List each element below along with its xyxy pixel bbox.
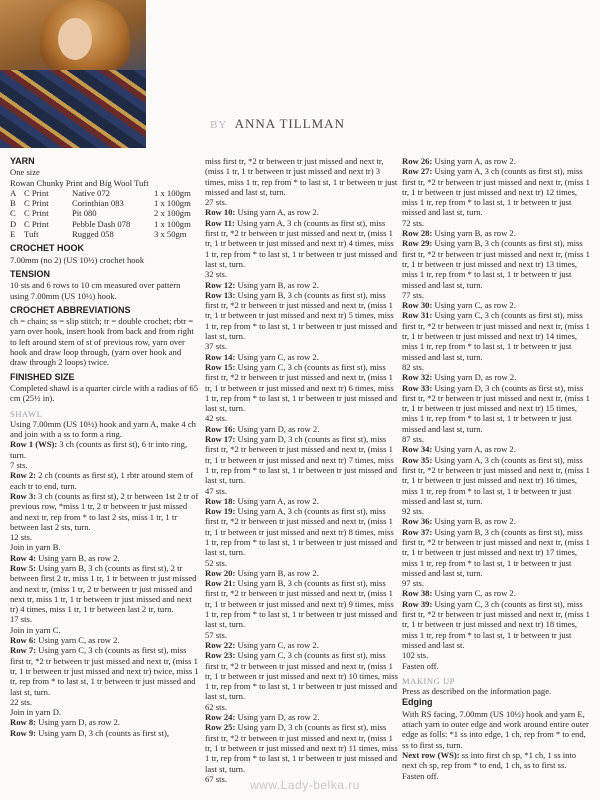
shawl-intro: Using 7.00mm (US 10½) hook and yarn A, make 4 ch and join with a ss to form a ring. — [10, 418, 196, 440]
pattern-row — [402, 516, 592, 526]
pattern-row — [205, 506, 398, 557]
yarn-qty: 1 x 100gm — [154, 187, 191, 198]
stitch-count: 17 sts. — [10, 614, 32, 625]
row-text: Using yarn C, 3 ch (counts as first st), miss first tr, *2 tr between tr just missed and next tr, (miss 1 tr, 1 tr between tr just missed and next tr) twice, miss 1 tr, rep from * to last st, 1 tr between tr just missed and last st, turn. — [10, 645, 199, 697]
row-text: Using yarn B, 3 ch (counts as first st), miss first tr, *2 tr between tr just missed and next tr, (miss 1 tr, 1 tr between tr just missed and next tr) 17 times, miss 1 tr, rep from * to last st, 1 tr between tr just missed and last st, turn. — [402, 526, 590, 578]
pattern-row — [10, 470, 200, 491]
pattern-row — [10, 707, 200, 717]
pattern-row — [10, 645, 200, 696]
yarn-heading: YARN — [10, 156, 35, 166]
row-text: Using yarn C, as row 2. — [235, 351, 319, 362]
row-text: Using yarn A, 3 ch (counts as first st), miss first tr, *2 tr between tr just missed and next tr, (miss 1 tr, 1 tr between tr just missed and next tr) 4 times, miss 1 tr, rep from * to last st, 1 tr between tr just missed and last st, turn. — [205, 217, 398, 269]
pattern-row — [402, 444, 592, 454]
col1-rows — [10, 439, 200, 738]
row-label: Row 15: — [205, 361, 236, 372]
row-text: Using yarn A, as row 2. — [235, 207, 319, 218]
pattern-row — [205, 722, 398, 773]
yarn-qty: 1 x 100gm — [154, 198, 191, 209]
column-3 — [402, 156, 592, 781]
row-label: Row 13: — [205, 289, 236, 300]
hook-text: 7.00mm (no 2) (US 10½) crochet hook — [10, 254, 145, 265]
row-text: Using yarn B, as row 2. — [36, 552, 120, 563]
pattern-row — [10, 491, 200, 532]
yarn-table — [10, 188, 200, 239]
yarn-type: C Print — [24, 218, 49, 229]
abbrev-heading: CROCHET ABBREVIATIONS — [10, 304, 131, 315]
pattern-row — [205, 578, 398, 629]
yarn-size: One size — [10, 167, 40, 178]
stitch-count: 82 sts. — [402, 361, 424, 372]
row-text: Using yarn D, 3 ch (counts as first st), miss first tr, *2 tr between tr just missed and next tr, (miss 1 tr, 1 tr between tr just missed and next tr) 7 times, miss 1 tr, rep from * to last st, 1 tr between tr just missed and last st, turn. — [205, 434, 398, 486]
pattern-row — [402, 383, 592, 434]
row-label: Row 12: — [205, 279, 236, 290]
stitch-count: 52 sts. — [205, 557, 227, 568]
abbrev-text: ch = chain; ss = slip stitch; tr = double crochet; rbtr = yarn over hook, insert hook from back and from right to left around stem of st of previous row, yarn over hook and draw loop through, (yarn over hook and draw through 2 loops) twice. — [10, 316, 194, 368]
pattern-row — [402, 527, 592, 578]
makingup-heading: MAKING UP — [402, 675, 455, 686]
row-label: Row 4: — [10, 552, 37, 563]
pattern-row — [10, 635, 200, 645]
pattern-row — [402, 238, 592, 289]
row-text: Using yarn D, 3 ch (counts as first st), — [36, 727, 169, 738]
pattern-row — [402, 228, 592, 238]
yarn-brand: Rowan Chunky Print and Big Wool Tuft — [10, 177, 149, 188]
row-label: Row 30: — [402, 300, 433, 311]
row-label: Row 34: — [402, 444, 433, 455]
row-text: 3 ch (counts as first st), 2 tr between 1st 2 tr of previous row, *miss 1 tr, 2 tr between tr just missed and next tr, rep from * to last 2 sts, miss 1 tr, 1 tr between last 2 sts, turn. — [10, 490, 199, 532]
next-row — [402, 750, 592, 771]
stitch-count: 67 sts. — [205, 773, 227, 784]
pattern-row — [205, 568, 398, 578]
yarn-type: Tuft — [24, 229, 39, 240]
row-text: Using yarn C, 3 ch (counts as first st), miss first tr, *2 tr between tr just missed and next tr, (miss 1 tr, 1 tr between tr just missed and next tr) 18 times, miss 1 tr, rep from * to last st, 1 tr between tr just missed and last st. — [402, 598, 590, 650]
row-label: Row 7: — [10, 645, 37, 656]
row-text: Using yarn B, 3 ch (counts as first st), miss first tr, *2 tr between tr just missed and next tr, (miss 1 tr, 1 tr between tr just missed and next tr) 13 times, miss 1 tr, rep from * to last st, 1 tr between tr just missed and last st, turn. — [402, 238, 590, 290]
row-label: Row 22: — [205, 639, 236, 650]
row-label: Row 11: — [205, 217, 235, 228]
pattern-row — [205, 640, 398, 650]
edging-text: With RS facing, 7.00mm (US 10½) hook and yarn E, attach yarn to outer edge and work around entire outer edge as folls: *1 ss into edge, 1 ch, rep from * to end, ss to first ss, turn. — [402, 708, 589, 750]
row-label: Row 16: — [205, 423, 236, 434]
row-text: Using yarn B, as row 2. — [235, 279, 319, 290]
row-label: Row 20: — [205, 567, 236, 578]
yarn-qty: 3 x 50gm — [154, 229, 187, 240]
model-photo — [0, 0, 146, 148]
row-text: Using yarn C, 3 ch (counts as first st), miss first tr, *2 tr between tr just missed and next tr, (miss 1 tr, 1 tr between tr just missed and next tr) 6 times, miss 1 tr, rep from * to last st, 1 tr between tr just missed and last st, turn. — [205, 361, 398, 414]
next-row-label: Next row (WS): — [402, 749, 460, 760]
row-label: Row 9: — [10, 727, 37, 738]
row-text: Using yarn C, as row 2. — [36, 635, 120, 646]
row-label: Row 25: — [205, 722, 236, 733]
finished-text: Completed shawl is a quarter circle with a radius of 65 cm (25½ in). — [10, 382, 199, 404]
row-label: Row 38: — [402, 588, 433, 599]
stitch-count: 57 sts. — [205, 629, 227, 640]
designer-byline — [210, 116, 345, 132]
column-2 — [205, 156, 398, 784]
pattern-row — [205, 712, 398, 722]
row-text: Using yarn C, as row 2. — [432, 300, 516, 311]
yarn-shade: Rugged 058 — [72, 229, 114, 240]
pattern-row — [205, 424, 398, 434]
shawl-heading: SHAWL — [10, 408, 43, 419]
pattern-row — [205, 156, 398, 197]
row-text: Using yarn A, as row 2. — [432, 444, 516, 455]
pattern-row — [205, 280, 398, 290]
row-label: Row 14: — [205, 351, 236, 362]
row-label: Row 1 (WS): — [10, 439, 58, 450]
row-text: Using yarn B, 3 ch (counts as first st), 2 tr between first 2 tr, miss 1 tr, 1 tr between tr just missed and next tr, (miss 1 tr, 2 tr between tr just missed and next tr, miss 1 tr, 1 tr between tr just missed and next tr) 4 times, miss 1 tr, 1 tr between last 2 tr, turn. — [10, 562, 197, 615]
row-label: Row 39: — [402, 598, 433, 609]
hook-heading: CROCHET HOOK — [10, 243, 84, 254]
pattern-row — [10, 625, 200, 635]
row-text: Using yarn C, 3 ch (counts as first st), miss first tr, *2 tr between tr just missed and next tr, (miss 1 tr, 1 tr between tr just missed and next tr) 14 times, miss 1 tr, rep from * to last st, 1 tr between tr just missed and last st, turn. — [402, 310, 590, 362]
yarn-shade: Pit 080 — [72, 208, 97, 219]
pattern-row — [10, 542, 200, 552]
yarn-type: C Print — [24, 198, 49, 209]
pattern-row — [205, 352, 398, 362]
row-label: Row 18: — [205, 495, 236, 506]
row-text: 3 ch (counts as first st), 6 tr into ring, turn. — [10, 439, 188, 460]
row-label: Row 10: — [205, 207, 236, 218]
stitch-count: 87 sts. — [402, 434, 424, 445]
row-text: Using yarn D, as row 2. — [432, 372, 517, 383]
row-text: miss first tr, *2 tr between tr just missed and next tr, (miss 1 tr, 1 tr between tr just missed and next tr) 3 times, miss 1 tr, rep from * to last st, 1 tr between tr just missed and last st, turn. — [205, 156, 398, 197]
makingup-end: Fasten off. — [402, 770, 439, 781]
yarn-k: E — [10, 229, 16, 240]
row-label: Row 35: — [402, 454, 433, 465]
row-text: Using yarn B, as row 2. — [432, 516, 516, 527]
row-text: Using yarn B, as row 2. — [432, 228, 516, 239]
row-label: Row 24: — [205, 712, 236, 723]
row-text: Using yarn A, 3 ch (counts as first st), miss first tr, *2 tr between tr just missed and next tr, (miss 1 tr, 1 tr between tr just missed and next tr) 12 times, miss 1 tr, rep from * to last st, 1 tr between tr just missed and last st, turn. — [402, 166, 590, 218]
pattern-row — [10, 728, 200, 738]
row-label: Row 37: — [402, 526, 433, 537]
yarn-type: C Print — [24, 187, 49, 198]
yarn-row — [10, 229, 200, 239]
row-text: Using yarn C, as row 2. — [432, 588, 516, 599]
row-text: Using yarn A, as row 2. — [235, 495, 319, 506]
yarn-type: C Print — [24, 208, 49, 219]
row-text: Using yarn A, as row 2. — [432, 156, 516, 166]
yarn-k: A — [10, 187, 17, 198]
pattern-row — [402, 588, 592, 598]
row-label: Row 3: — [10, 490, 37, 501]
yarn-k: B — [10, 198, 16, 209]
stitch-count: 102 sts. — [402, 650, 429, 661]
yarn-shade: Corinthian 083 — [72, 198, 124, 209]
stitch-count: 32 sts. — [205, 269, 227, 280]
pattern-row — [402, 300, 592, 310]
stitch-count: 12 sts. — [10, 532, 32, 543]
finished-heading: FINISHED SIZE — [10, 371, 75, 382]
pattern-row — [205, 207, 398, 217]
pattern-row — [205, 218, 398, 269]
row-text: Using yarn B, 3 ch (counts as first st), miss first tr, *2 tr between tr just missed and next tr, (miss 1 tr, 1 tr between tr just missed and next tr) 5 times, miss 1 tr, rep from * to last st, 1 tr between tr just missed and last st, turn. — [205, 289, 398, 342]
row-label: Row 21: — [205, 578, 236, 589]
stitch-count: 27 sts. — [205, 197, 227, 208]
yarn-qty: 2 x 100gm — [154, 208, 191, 219]
pattern-row — [402, 455, 592, 506]
next-row-text: ss into first ch sp, *1 ch, 1 ss into next ch sp, rep from * to end, 1 ch, ss to first ss. — [402, 749, 577, 771]
pattern-row — [205, 496, 398, 506]
row-text: Using yarn D, as row 2. — [235, 712, 320, 723]
designer-name: ANNA TILLMAN — [234, 116, 345, 131]
yarn-k: C — [10, 208, 16, 219]
stitch-count: 37 sts. — [205, 341, 227, 352]
row-text: Using yarn A, 3 ch (counts as first st), miss first tr, *2 tr between tr just missed and next tr, (miss 1 tr, 1 tr between tr just missed and next tr) 8 times, miss 1 tr, rep from * to last st, 1 tr between tr just missed and last st, turn. — [205, 506, 398, 558]
row-text: Using yarn D, as row 2. — [235, 423, 320, 434]
row-label: Row 36: — [402, 516, 433, 527]
yarn-shade: Pebble Dash 078 — [72, 218, 131, 229]
yarn-k: D — [10, 218, 17, 229]
row-label: Row 31: — [402, 310, 433, 321]
stitch-count: 97 sts. — [402, 578, 424, 589]
row-text: Join in yarn C. — [10, 624, 61, 635]
col3-rows — [402, 156, 592, 671]
row-label: Row 27: — [402, 166, 433, 177]
yarn-shade: Native 072 — [72, 187, 110, 198]
row-text: Join in yarn B. — [10, 542, 61, 553]
edging-heading: Edging — [402, 697, 433, 708]
row-text: Join in yarn D. — [10, 707, 62, 718]
tension-text: 10 sts and 6 rows to 10 cm measured over pattern using 7.00mm (US 10½) hook. — [10, 280, 181, 301]
stitch-count: 42 sts. — [205, 413, 227, 424]
tension-heading: TENSION — [10, 268, 51, 279]
yarn-row — [10, 208, 200, 218]
watermark: www.Lady-belka.ru — [250, 778, 360, 792]
byline-prefix: BY — [210, 119, 227, 131]
pattern-row — [402, 156, 592, 166]
pattern-row — [205, 362, 398, 413]
stitch-count: 47 sts. — [205, 485, 227, 496]
pattern-row — [205, 650, 398, 701]
row-text: Using yarn B, 3 ch (counts as first st), miss first tr, *2 tr between tr just missed and next tr, (miss 1 tr, 1 tr between tr just missed and next tr) 9 times, miss 1 tr, rep from * to last st, 1 tr between tr just missed and last st, turn. — [205, 578, 398, 630]
stitch-count: 92 sts. — [402, 506, 424, 517]
row-label: Row 6: — [10, 635, 37, 646]
row-label: Row 32: — [402, 372, 433, 383]
row-text: Fasten off. — [402, 660, 439, 671]
row-label: Row 2: — [10, 470, 37, 481]
col2-rows — [205, 156, 398, 784]
shawl-pattern — [0, 70, 146, 148]
row-label: Row 8: — [10, 717, 37, 728]
row-text: Using yarn C, 3 ch (counts as first st), miss first tr, *2 tr between tr just missed and next tr, (miss 1 tr, 1 tr between tr just missed and next tr) 10 times, miss 1 tr, rep from * to last st, 1 tr between tr just missed and last st, turn. — [205, 650, 398, 702]
pattern-row — [402, 166, 592, 217]
row-text: Using yarn D, as row 2. — [36, 717, 121, 728]
stitch-count: 62 sts. — [205, 701, 227, 712]
row-text: Using yarn A, 3 ch (counts as first st), miss first tr, *2 tr between tr just missed and next tr, (miss 1 tr, 1 tr between tr just missed and next tr) 16 times, miss 1 tr, rep from * to last st, 1 tr between tr just missed and last st, turn. — [402, 454, 590, 506]
pattern-row — [10, 553, 200, 563]
yarn-qty: 1 x 100gm — [154, 218, 191, 229]
row-label: Row 23: — [205, 650, 236, 661]
pattern-row — [10, 439, 200, 460]
row-label: Row 17: — [205, 434, 236, 445]
row-label: Row 29: — [402, 238, 433, 249]
pattern-row — [402, 372, 592, 382]
pattern-row — [402, 310, 592, 361]
pattern-row — [205, 434, 398, 485]
pattern-row — [10, 563, 200, 614]
row-text: Using yarn D, 3 ch (counts as first st), miss first tr, *2 tr between tr just missed and next tr, (miss 1 tr, 1 tr between tr just missed and next tr) 15 times, miss 1 tr, rep from * to last st, 1 tr between tr just missed and last st, turn. — [402, 382, 590, 434]
pattern-row — [402, 599, 592, 650]
yarn-row — [10, 188, 200, 198]
makingup-text: Press as described on the information page. — [402, 686, 552, 697]
row-text: Using yarn C, as row 2. — [235, 639, 319, 650]
stitch-count: 77 sts. — [402, 289, 424, 300]
row-label: Row 28: — [402, 228, 433, 239]
row-text: 2 ch (counts as first st), 1 rbtr around stem of each tr to end, turn. — [10, 470, 194, 491]
row-text: Using yarn D, 3 ch (counts as first st), miss first tr, *2 tr between tr just missed and next tr, (miss 1 tr, 1 tr between tr just missed and next tr) 11 times, miss 1 tr, rep from * to last st, 1 tr between tr just missed and last st, turn. — [205, 722, 398, 774]
stitch-count: 22 sts. — [10, 696, 32, 707]
yarn-row — [10, 219, 200, 229]
column-1 — [10, 156, 200, 738]
pattern-row — [205, 290, 398, 341]
stitch-count: 72 sts. — [402, 217, 424, 228]
pattern-row — [10, 717, 200, 727]
yarn-row — [10, 198, 200, 208]
row-label: Row 26: — [402, 156, 433, 166]
row-label: Row 5: — [10, 562, 37, 573]
pattern-row — [402, 661, 592, 671]
stitch-count: 7 sts. — [10, 460, 28, 471]
row-label: Row 19: — [205, 506, 236, 517]
row-text: Using yarn B, as row 2. — [235, 567, 319, 578]
row-label: Row 33: — [402, 382, 433, 393]
face — [58, 18, 92, 60]
